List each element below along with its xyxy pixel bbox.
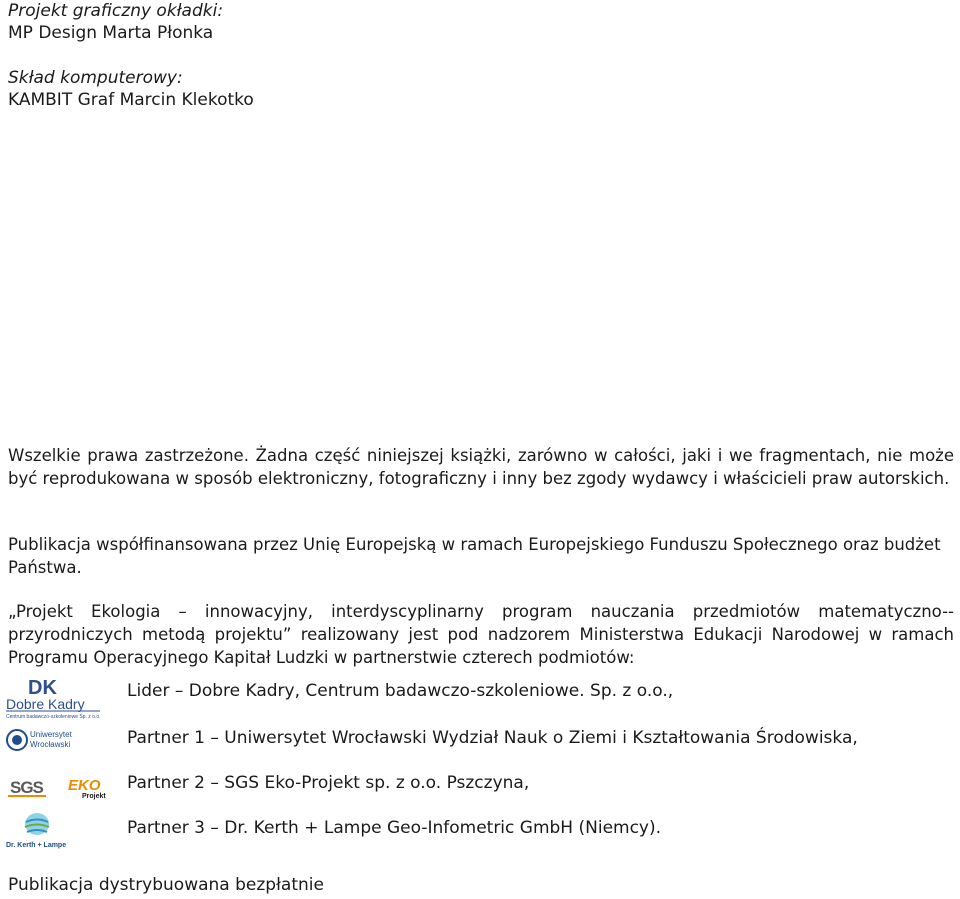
partner-row-1 [0,724,960,768]
uwr-line1: Uniwersytet [30,730,72,739]
typeset-name: KAMBIT Graf Marcin Klekotko [8,90,254,110]
sgs-eko-logos [0,769,120,813]
project-paragraph: „Projekt Ekologia – innowacyjny, interdyscyplinarny program nauczania przedmiotów matematyczno--przyrodniczych metodą projektu” realizowany jest pod nadzorem Ministerstwa Edukacji Narodowej w ramach Programu Operacyjnego Kapitał Ludzki w partnerstwie czterech podmiotów: [8,602,954,667]
partner-1-text: Partner 1 – Uniwersytet Wrocławski Wydział Nauk o Ziemi i Kształtowania Środowiska, [127,728,858,748]
kerth-logo-text: Dr. Kerth + Lampe [6,842,67,849]
uwr-line2: Wrocławski [30,740,71,749]
sgs-logo-text: SGS [10,778,43,797]
footer-note: Publikacja dystrybuowana bezpłatnie [8,875,324,895]
credits-section [8,0,254,134]
partner-row-3 [0,810,960,854]
partner-row-2 [0,769,960,813]
dobre-kadry-logo [0,676,120,720]
eko-logo-text: EKO [68,777,101,794]
partner-2-text: Partner 2 – SGS Eko-Projekt sp. z o.o. Pszczyna, [127,773,530,793]
typeset-role: Skład komputerowy: [8,68,183,88]
partner-3-text: Partner 3 – Dr. Kerth + Lampe Geo-Infometric GmbH (Niemcy). [127,818,662,838]
uwr-logo [0,724,120,768]
kerth-lampe-logo [0,810,120,854]
cover-credit [8,0,254,44]
dobre-kadry-mark: DK [28,677,57,699]
dobre-kadry-sub: Centrum badawczo-szkoleniowe Sp. z o.o. [6,714,101,720]
rights-paragraph: Wszelkie prawa zastrzeżone. Żadna część niniejszej książki, zarówno w całości, jaki i we fragmentach, nie może być reprodukowana w sposób elektroniczny, fotograficzny i inny bez zgody wydawcy i właścicieli praw autorskich. [8,446,954,488]
partner-row-leader [0,676,960,720]
funding-paragraph: Publikacja współfinansowana przez Unię Europejską w ramach Europejskiego Funduszu Społecznego oraz budżet Państwa. [8,535,941,577]
cover-role: Projekt graficzny okładki: [8,1,224,21]
partner-leader-text: Lider – Dobre Kadry, Centrum badawczo-szkoleniowe. Sp. z o.o., [127,681,674,701]
eko-logo-sub: Projekt [82,793,106,800]
typeset-credit [8,67,254,111]
dobre-kadry-name: Dobre Kadry [6,696,85,712]
cover-name: MP Design Marta Płonka [8,23,214,43]
